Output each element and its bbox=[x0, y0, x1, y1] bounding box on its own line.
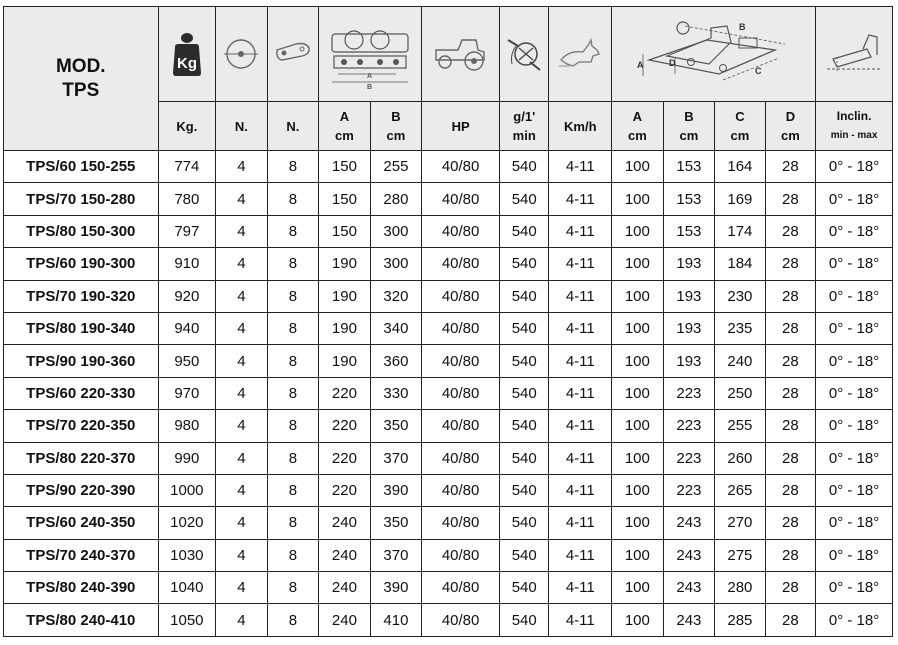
cell-frame-a: 100 bbox=[612, 312, 664, 344]
cell-power: 40/80 bbox=[422, 377, 500, 409]
cell-weight: 950 bbox=[158, 345, 216, 377]
cell-pto-speed: 540 bbox=[499, 539, 549, 571]
cell-model: TPS/90 190-360 bbox=[4, 345, 159, 377]
cell-power: 40/80 bbox=[422, 183, 500, 215]
cell-pto-speed: 540 bbox=[499, 572, 549, 604]
cell-model: TPS/70 190-320 bbox=[4, 280, 159, 312]
frame-diagram-icon bbox=[619, 14, 809, 94]
col-header-b-label: B bbox=[391, 109, 401, 124]
cell-discs: 4 bbox=[216, 280, 268, 312]
cell-blades: 8 bbox=[267, 183, 319, 215]
cell-frame-a: 100 bbox=[612, 280, 664, 312]
cell-weight: 940 bbox=[158, 312, 216, 344]
cell-width-b: 390 bbox=[370, 572, 422, 604]
cell-width-b: 370 bbox=[370, 539, 422, 571]
cell-frame-b: 193 bbox=[663, 280, 715, 312]
cell-width-b: 350 bbox=[370, 507, 422, 539]
cell-frame-b: 153 bbox=[663, 183, 715, 215]
cell-width-a: 220 bbox=[319, 377, 371, 409]
cell-width-b: 340 bbox=[370, 312, 422, 344]
cell-blades: 8 bbox=[267, 248, 319, 280]
cell-pto-speed: 540 bbox=[499, 345, 549, 377]
cell-width-b: 370 bbox=[370, 442, 422, 474]
cell-frame-a: 100 bbox=[612, 215, 664, 247]
col-header-b2-label: B bbox=[684, 109, 694, 124]
cell-speed: 4-11 bbox=[549, 183, 612, 215]
cell-blades: 8 bbox=[267, 151, 319, 183]
cell-speed: 4-11 bbox=[549, 410, 612, 442]
table-row bbox=[4, 410, 893, 442]
incline-icon-cell bbox=[816, 7, 893, 102]
cell-width-b: 280 bbox=[370, 183, 422, 215]
cell-frame-d: 28 bbox=[765, 539, 816, 571]
cell-frame-b: 193 bbox=[663, 248, 715, 280]
cell-width-a: 190 bbox=[319, 280, 371, 312]
cell-width-a: 220 bbox=[319, 410, 371, 442]
cell-incline: 0° - 18° bbox=[816, 312, 893, 344]
cell-frame-c: 280 bbox=[715, 572, 766, 604]
cell-frame-a: 100 bbox=[612, 604, 664, 636]
cell-width-b: 350 bbox=[370, 410, 422, 442]
cell-width-a: 190 bbox=[319, 248, 371, 280]
cell-frame-c: 255 bbox=[715, 410, 766, 442]
cell-pto-speed: 540 bbox=[499, 604, 549, 636]
cell-width-a: 150 bbox=[319, 215, 371, 247]
cell-power: 40/80 bbox=[422, 604, 500, 636]
table-body bbox=[4, 151, 893, 637]
cell-incline: 0° - 18° bbox=[816, 377, 893, 409]
cell-discs: 4 bbox=[216, 248, 268, 280]
cell-pto-speed: 540 bbox=[499, 280, 549, 312]
cell-width-a: 240 bbox=[319, 572, 371, 604]
cell-model: TPS/90 220-390 bbox=[4, 474, 159, 506]
cell-power: 40/80 bbox=[422, 312, 500, 344]
cell-power: 40/80 bbox=[422, 248, 500, 280]
cell-speed: 4-11 bbox=[549, 248, 612, 280]
cell-width-a: 240 bbox=[319, 604, 371, 636]
col-header-b2 bbox=[663, 102, 715, 151]
cell-width-b: 410 bbox=[370, 604, 422, 636]
col-header-incline-label: Inclin. bbox=[836, 109, 872, 123]
hare-icon-cell bbox=[549, 7, 612, 102]
cell-discs: 4 bbox=[216, 604, 268, 636]
cell-blades: 8 bbox=[267, 280, 319, 312]
cell-frame-b: 243 bbox=[663, 539, 715, 571]
cell-frame-a: 100 bbox=[612, 377, 664, 409]
cell-frame-d: 28 bbox=[765, 377, 816, 409]
cell-power: 40/80 bbox=[422, 151, 500, 183]
cell-frame-d: 28 bbox=[765, 215, 816, 247]
cell-frame-d: 28 bbox=[765, 572, 816, 604]
cell-frame-b: 243 bbox=[663, 572, 715, 604]
cell-model: TPS/80 220-370 bbox=[4, 442, 159, 474]
cell-width-b: 330 bbox=[370, 377, 422, 409]
pto-shaft-icon bbox=[504, 32, 544, 76]
cell-model: TPS/60 190-300 bbox=[4, 248, 159, 280]
cell-frame-c: 169 bbox=[715, 183, 766, 215]
cell-pto-speed: 540 bbox=[499, 151, 549, 183]
cell-speed: 4-11 bbox=[549, 604, 612, 636]
cell-incline: 0° - 18° bbox=[816, 572, 893, 604]
cell-blades: 8 bbox=[267, 410, 319, 442]
cell-frame-c: 270 bbox=[715, 507, 766, 539]
table-row bbox=[4, 345, 893, 377]
cell-model: TPS/80 240-390 bbox=[4, 572, 159, 604]
cell-width-a: 240 bbox=[319, 507, 371, 539]
cell-discs: 4 bbox=[216, 377, 268, 409]
col-header-pto bbox=[499, 102, 549, 151]
cell-speed: 4-11 bbox=[549, 507, 612, 539]
cell-model: TPS/80 240-410 bbox=[4, 604, 159, 636]
cell-pto-speed: 540 bbox=[499, 248, 549, 280]
cell-power: 40/80 bbox=[422, 442, 500, 474]
cell-frame-d: 28 bbox=[765, 507, 816, 539]
cell-frame-d: 28 bbox=[765, 248, 816, 280]
frame-diagram-label-b: B bbox=[738, 22, 746, 32]
cell-weight: 980 bbox=[158, 410, 216, 442]
cell-frame-c: 265 bbox=[715, 474, 766, 506]
cell-speed: 4-11 bbox=[549, 215, 612, 247]
cell-power: 40/80 bbox=[422, 474, 500, 506]
cell-speed: 4-11 bbox=[549, 377, 612, 409]
cell-blades: 8 bbox=[267, 312, 319, 344]
cell-width-a: 190 bbox=[319, 312, 371, 344]
cell-frame-c: 275 bbox=[715, 539, 766, 571]
cell-weight: 1020 bbox=[158, 507, 216, 539]
cell-weight: 1000 bbox=[158, 474, 216, 506]
cell-power: 40/80 bbox=[422, 345, 500, 377]
cell-incline: 0° - 18° bbox=[816, 151, 893, 183]
cell-frame-c: 235 bbox=[715, 312, 766, 344]
cell-speed: 4-11 bbox=[549, 442, 612, 474]
cell-width-a: 150 bbox=[319, 183, 371, 215]
cell-model: TPS/60 240-350 bbox=[4, 507, 159, 539]
cell-model: TPS/70 240-370 bbox=[4, 539, 159, 571]
cell-frame-c: 260 bbox=[715, 442, 766, 474]
cell-weight: 990 bbox=[158, 442, 216, 474]
cell-speed: 4-11 bbox=[549, 345, 612, 377]
cell-frame-a: 100 bbox=[612, 151, 664, 183]
disc-icon-cell bbox=[216, 7, 268, 102]
cell-discs: 4 bbox=[216, 572, 268, 604]
cell-discs: 4 bbox=[216, 151, 268, 183]
cell-frame-c: 164 bbox=[715, 151, 766, 183]
cell-width-b: 300 bbox=[370, 248, 422, 280]
cell-pto-speed: 540 bbox=[499, 312, 549, 344]
table-row bbox=[4, 248, 893, 280]
spec-table bbox=[3, 6, 893, 637]
cell-frame-d: 28 bbox=[765, 410, 816, 442]
table-row bbox=[4, 377, 893, 409]
mower-diagram-label-a: A bbox=[367, 73, 373, 80]
table-row bbox=[4, 183, 893, 215]
cell-incline: 0° - 18° bbox=[816, 442, 893, 474]
cell-weight: 780 bbox=[158, 183, 216, 215]
cell-weight: 920 bbox=[158, 280, 216, 312]
mower-diagram-cell bbox=[319, 7, 422, 102]
frame-diagram-label-c: C bbox=[754, 66, 762, 76]
cell-frame-b: 223 bbox=[663, 474, 715, 506]
table-row bbox=[4, 539, 893, 571]
cell-width-a: 220 bbox=[319, 474, 371, 506]
cell-frame-a: 100 bbox=[612, 442, 664, 474]
cell-weight: 1040 bbox=[158, 572, 216, 604]
cell-frame-b: 243 bbox=[663, 604, 715, 636]
cell-discs: 4 bbox=[216, 410, 268, 442]
cell-frame-c: 230 bbox=[715, 280, 766, 312]
cell-model: TPS/70 220-350 bbox=[4, 410, 159, 442]
cell-pto-speed: 540 bbox=[499, 474, 549, 506]
col-header-hp: HP bbox=[422, 102, 500, 151]
cell-model: TPS/80 150-300 bbox=[4, 215, 159, 247]
cell-incline: 0° - 18° bbox=[816, 280, 893, 312]
mower-diagram-icon bbox=[324, 16, 416, 92]
cell-width-b: 255 bbox=[370, 151, 422, 183]
cell-speed: 4-11 bbox=[549, 474, 612, 506]
cell-incline: 0° - 18° bbox=[816, 410, 893, 442]
col-header-c-unit: cm bbox=[730, 128, 750, 143]
cell-frame-a: 100 bbox=[612, 183, 664, 215]
table-row bbox=[4, 151, 893, 183]
cell-blades: 8 bbox=[267, 572, 319, 604]
cell-blades: 8 bbox=[267, 474, 319, 506]
cell-discs: 4 bbox=[216, 539, 268, 571]
hare-speed-icon bbox=[557, 36, 603, 72]
cell-weight: 970 bbox=[158, 377, 216, 409]
table-row bbox=[4, 572, 893, 604]
cell-blades: 8 bbox=[267, 604, 319, 636]
cell-incline: 0° - 18° bbox=[816, 474, 893, 506]
col-header-incline-unit: min - max bbox=[830, 130, 878, 141]
table-row bbox=[4, 474, 893, 506]
cell-width-b: 320 bbox=[370, 280, 422, 312]
cell-blades: 8 bbox=[267, 345, 319, 377]
model-header bbox=[4, 7, 159, 151]
cell-frame-d: 28 bbox=[765, 183, 816, 215]
cell-blades: 8 bbox=[267, 442, 319, 474]
cell-weight: 774 bbox=[158, 151, 216, 183]
tractor-icon-cell bbox=[422, 7, 500, 102]
cell-weight: 797 bbox=[158, 215, 216, 247]
table-row bbox=[4, 604, 893, 636]
cell-frame-c: 285 bbox=[715, 604, 766, 636]
col-header-b bbox=[370, 102, 422, 151]
cell-model: TPS/80 190-340 bbox=[4, 312, 159, 344]
cell-incline: 0° - 18° bbox=[816, 345, 893, 377]
cell-incline: 0° - 18° bbox=[816, 183, 893, 215]
cell-pto-speed: 540 bbox=[499, 507, 549, 539]
cell-pto-speed: 540 bbox=[499, 183, 549, 215]
cell-power: 40/80 bbox=[422, 572, 500, 604]
col-header-a2-label: A bbox=[632, 109, 643, 124]
col-header-n1: N. bbox=[216, 102, 268, 151]
cell-frame-a: 100 bbox=[612, 474, 664, 506]
col-header-b2-unit: cm bbox=[679, 128, 699, 143]
col-header-n2: N. bbox=[267, 102, 319, 151]
cell-width-b: 390 bbox=[370, 474, 422, 506]
cell-incline: 0° - 18° bbox=[816, 215, 893, 247]
cell-pto-speed: 540 bbox=[499, 215, 549, 247]
col-header-c-label: C bbox=[735, 109, 745, 124]
cell-speed: 4-11 bbox=[549, 280, 612, 312]
cell-speed: 4-11 bbox=[549, 312, 612, 344]
cell-weight: 910 bbox=[158, 248, 216, 280]
col-header-a bbox=[319, 102, 371, 151]
col-header-incline bbox=[816, 102, 893, 151]
cell-frame-b: 153 bbox=[663, 151, 715, 183]
col-header-kg: Kg. bbox=[158, 102, 216, 151]
cell-incline: 0° - 18° bbox=[816, 539, 893, 571]
tractor-icon bbox=[430, 34, 492, 74]
cell-width-a: 220 bbox=[319, 442, 371, 474]
model-header-line2: TPS bbox=[62, 79, 100, 101]
blade-icon-cell bbox=[267, 7, 319, 102]
cell-incline: 0° - 18° bbox=[816, 248, 893, 280]
mower-diagram-label-b: B bbox=[367, 84, 373, 91]
cell-power: 40/80 bbox=[422, 215, 500, 247]
cell-width-a: 190 bbox=[319, 345, 371, 377]
cell-power: 40/80 bbox=[422, 507, 500, 539]
cell-frame-b: 223 bbox=[663, 377, 715, 409]
cell-width-a: 240 bbox=[319, 539, 371, 571]
cell-model: TPS/60 150-255 bbox=[4, 151, 159, 183]
cell-power: 40/80 bbox=[422, 539, 500, 571]
cell-speed: 4-11 bbox=[549, 151, 612, 183]
cell-frame-d: 28 bbox=[765, 312, 816, 344]
cell-frame-a: 100 bbox=[612, 345, 664, 377]
cell-frame-b: 223 bbox=[663, 410, 715, 442]
cell-discs: 4 bbox=[216, 474, 268, 506]
cell-blades: 8 bbox=[267, 539, 319, 571]
col-header-d bbox=[765, 102, 816, 151]
cell-discs: 4 bbox=[216, 312, 268, 344]
cell-width-a: 150 bbox=[319, 151, 371, 183]
cell-speed: 4-11 bbox=[549, 572, 612, 604]
table-row bbox=[4, 442, 893, 474]
cell-blades: 8 bbox=[267, 215, 319, 247]
cell-frame-b: 193 bbox=[663, 312, 715, 344]
disc-icon bbox=[221, 34, 261, 74]
col-header-speed: Km/h bbox=[549, 102, 612, 151]
cell-frame-c: 184 bbox=[715, 248, 766, 280]
col-header-d-label: D bbox=[785, 109, 796, 124]
table-row bbox=[4, 312, 893, 344]
cell-discs: 4 bbox=[216, 183, 268, 215]
frame-diagram-cell bbox=[612, 7, 816, 102]
table-row bbox=[4, 507, 893, 539]
cell-weight: 1030 bbox=[158, 539, 216, 571]
cell-frame-d: 28 bbox=[765, 442, 816, 474]
cell-frame-a: 100 bbox=[612, 507, 664, 539]
weight-icon-label: Kg bbox=[176, 55, 197, 72]
col-header-a2-unit: cm bbox=[627, 128, 647, 143]
frame-diagram-label-d: D bbox=[668, 58, 676, 68]
blade-icon bbox=[272, 34, 314, 74]
cell-frame-c: 250 bbox=[715, 377, 766, 409]
col-header-a-label: A bbox=[339, 109, 350, 124]
cell-frame-d: 28 bbox=[765, 345, 816, 377]
cell-width-b: 300 bbox=[370, 215, 422, 247]
cell-frame-a: 100 bbox=[612, 248, 664, 280]
cell-frame-d: 28 bbox=[765, 280, 816, 312]
cell-speed: 4-11 bbox=[549, 539, 612, 571]
cell-discs: 4 bbox=[216, 442, 268, 474]
incline-icon bbox=[823, 29, 885, 79]
cell-frame-c: 174 bbox=[715, 215, 766, 247]
col-header-pto-unit: min bbox=[512, 128, 536, 143]
col-header-b-unit: cm bbox=[386, 128, 406, 143]
cell-pto-speed: 540 bbox=[499, 410, 549, 442]
cell-blades: 8 bbox=[267, 377, 319, 409]
model-header-line1: MOD. bbox=[55, 55, 106, 77]
cell-frame-d: 28 bbox=[765, 151, 816, 183]
weight-icon-cell bbox=[158, 7, 216, 102]
cell-frame-d: 28 bbox=[765, 474, 816, 506]
cell-pto-speed: 540 bbox=[499, 377, 549, 409]
cell-frame-d: 28 bbox=[765, 604, 816, 636]
cell-frame-c: 240 bbox=[715, 345, 766, 377]
cell-frame-a: 100 bbox=[612, 572, 664, 604]
table-row bbox=[4, 280, 893, 312]
cell-incline: 0° - 18° bbox=[816, 507, 893, 539]
col-header-a-unit: cm bbox=[335, 128, 354, 143]
cell-discs: 4 bbox=[216, 345, 268, 377]
table-row bbox=[4, 215, 893, 247]
cell-pto-speed: 540 bbox=[499, 442, 549, 474]
col-header-a2 bbox=[612, 102, 664, 151]
cell-frame-b: 243 bbox=[663, 507, 715, 539]
cell-frame-b: 153 bbox=[663, 215, 715, 247]
pto-icon-cell bbox=[499, 7, 549, 102]
cell-incline: 0° - 18° bbox=[816, 604, 893, 636]
cell-discs: 4 bbox=[216, 507, 268, 539]
cell-frame-b: 223 bbox=[663, 442, 715, 474]
cell-blades: 8 bbox=[267, 507, 319, 539]
cell-weight: 1050 bbox=[158, 604, 216, 636]
weight-icon bbox=[169, 29, 205, 79]
cell-frame-b: 193 bbox=[663, 345, 715, 377]
cell-width-b: 360 bbox=[370, 345, 422, 377]
cell-model: TPS/60 220-330 bbox=[4, 377, 159, 409]
cell-frame-a: 100 bbox=[612, 410, 664, 442]
cell-power: 40/80 bbox=[422, 280, 500, 312]
col-header-c bbox=[715, 102, 766, 151]
cell-frame-a: 100 bbox=[612, 539, 664, 571]
cell-model: TPS/70 150-280 bbox=[4, 183, 159, 215]
frame-diagram-label-a: A bbox=[636, 60, 644, 70]
col-header-d-unit: cm bbox=[780, 128, 800, 143]
cell-discs: 4 bbox=[216, 215, 268, 247]
cell-power: 40/80 bbox=[422, 410, 500, 442]
col-header-pto-label: g/1' bbox=[513, 109, 536, 124]
